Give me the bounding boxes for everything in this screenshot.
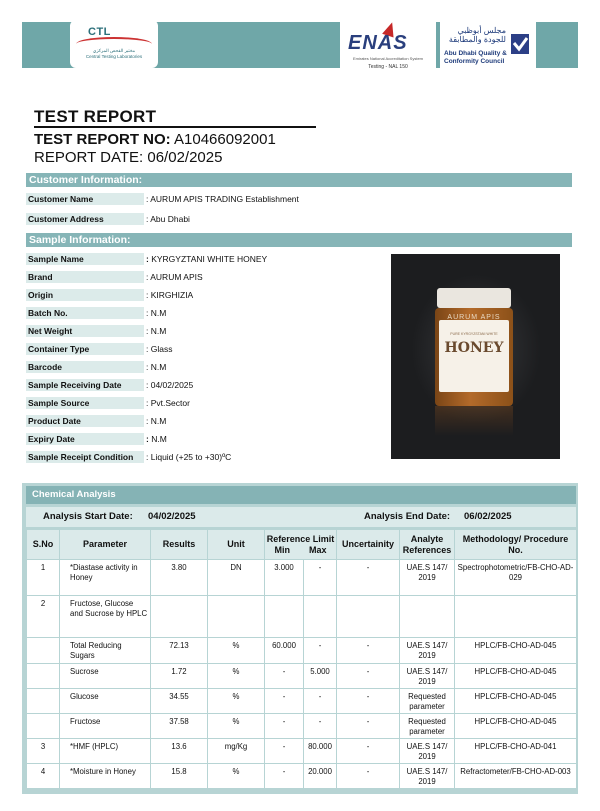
col-unit: Unit	[208, 530, 265, 560]
ctl-logo	[70, 20, 158, 68]
cell-sno	[27, 638, 60, 664]
brand-label: Brand	[26, 271, 144, 283]
report-number	[34, 131, 276, 148]
receiving-date-value: : 04/02/2025	[146, 380, 194, 390]
cell-uncertainty	[337, 596, 400, 638]
cell-unit: mg/Kg	[208, 739, 265, 764]
ctl-arabic-name: مختبر الفحص المركزي	[92, 48, 136, 53]
table-row	[27, 596, 577, 638]
cell-min: -	[265, 664, 304, 689]
cell-unit: %	[208, 638, 265, 664]
expiry-date-colon: :	[146, 434, 152, 444]
chemical-analysis-title: Chemical Analysis	[26, 486, 576, 504]
cell-sno: 2	[27, 596, 60, 638]
cell-result: 37.58	[151, 714, 208, 739]
cell-max: 20.000	[304, 764, 337, 789]
cell-method: Refractometer/FB-CHO-AD-003	[455, 764, 577, 789]
adqcc-check-icon	[510, 30, 530, 56]
ctl-english-name: Central Testing Laboratories	[85, 54, 143, 59]
jar-label	[439, 320, 509, 392]
jar-reflection	[435, 406, 513, 436]
cell-max	[304, 596, 337, 638]
ctl-logo-text	[74, 48, 154, 60]
cell-parameter: Fructose	[60, 714, 151, 739]
expiry-date-value	[146, 433, 167, 445]
cell-uncertainty: -	[337, 560, 400, 596]
cell-result: 34.55	[151, 689, 208, 714]
report-date-value: 06/02/2025	[147, 149, 223, 166]
cell-reference: UAE.S 147/ 2019	[400, 560, 455, 596]
receipt-condition-value: : Liquid (+25 to +30)ºC	[146, 452, 232, 462]
sample-name-colon: :	[146, 254, 152, 264]
cell-reference	[400, 596, 455, 638]
cell-min: 60.000	[265, 638, 304, 664]
cell-unit	[208, 596, 265, 638]
cell-reference: UAE.S 147/ 2019	[400, 664, 455, 689]
sample-name-text: KYRGYZTANI WHITE HONEY	[151, 254, 268, 264]
sample-name-label: Sample Name	[26, 253, 144, 265]
cell-sno: 4	[27, 764, 60, 789]
cell-unit: %	[208, 689, 265, 714]
cell-max: -	[304, 638, 337, 664]
analysis-start-label: Analysis Start Date:	[43, 511, 133, 522]
cell-unit: %	[208, 664, 265, 689]
col-reference-limit-label: Reference Limit	[266, 533, 335, 544]
cell-method: HPLC/FB-CHO-AD-045	[455, 714, 577, 739]
chemical-analysis-table	[26, 529, 577, 789]
cell-result: 3.80	[151, 560, 208, 596]
cell-reference: Requested parameter	[400, 689, 455, 714]
cell-unit: %	[208, 764, 265, 789]
sample-name-value	[146, 253, 267, 265]
cell-max: -	[304, 560, 337, 596]
col-methodology: Methodology/ Procedure No.	[455, 530, 577, 560]
cell-result: 72.13	[151, 638, 208, 664]
jar-brand-text: AURUM APIS	[447, 314, 501, 321]
cell-uncertainty: -	[337, 638, 400, 664]
cell-sno: 1	[27, 560, 60, 596]
jar-subtitle-text: PURE KYRGYZSTANI WHITE	[450, 332, 498, 336]
table-row	[27, 764, 577, 789]
page-title: TEST REPORT	[34, 107, 157, 126]
cell-result: 15.8	[151, 764, 208, 789]
report-number-label: TEST REPORT NO:	[34, 131, 171, 148]
cell-uncertainty: -	[337, 739, 400, 764]
analysis-dates	[26, 507, 576, 527]
cell-parameter: Sucrose	[60, 664, 151, 689]
customer-address-value: : Abu Dhabi	[146, 214, 190, 224]
net-weight-value: : N.M	[146, 326, 167, 336]
table-row	[27, 739, 577, 764]
cell-min: -	[265, 714, 304, 739]
enas-subtitle: Emirates National Accreditation System	[352, 56, 424, 61]
batch-no-label: Batch No.	[26, 307, 144, 319]
col-sno: S.No	[27, 530, 60, 560]
col-reference-limit	[265, 530, 337, 560]
cell-max: -	[304, 689, 337, 714]
cell-method: HPLC/FB-CHO-AD-045	[455, 664, 577, 689]
cell-result: 1.72	[151, 664, 208, 689]
analysis-end-label: Analysis End Date:	[364, 511, 451, 522]
cell-result: 13.6	[151, 739, 208, 764]
cell-reference: UAE.S 147/ 2019	[400, 638, 455, 664]
col-results: Results	[151, 530, 208, 560]
col-min-max	[265, 545, 336, 556]
report-date-label: REPORT DATE:	[34, 149, 144, 166]
jar-product-text: HONEY	[444, 340, 504, 356]
cell-reference: UAE.S 147/ 2019	[400, 764, 455, 789]
cell-method	[455, 596, 577, 638]
receiving-date-label: Sample Receiving Date	[26, 379, 144, 391]
cell-parameter: Fructose, Glucose and Sucrose by HPLC	[60, 596, 151, 638]
sample-source-label: Sample Source	[26, 397, 144, 409]
container-type-label: Container Type	[26, 343, 144, 355]
net-weight-label: Net Weight	[26, 325, 144, 337]
cell-method: HPLC/FB-CHO-AD-041	[455, 739, 577, 764]
cell-parameter: *HMF (HPLC)	[60, 739, 151, 764]
cell-reference: UAE.S 147/ 2019	[400, 739, 455, 764]
table-header-row	[27, 530, 577, 560]
cell-parameter: Glucose	[60, 689, 151, 714]
cell-max: 80.000	[304, 739, 337, 764]
cell-max: -	[304, 714, 337, 739]
table-row	[27, 714, 577, 739]
adqcc-english-name: Abu Dhabi Quality & Conformity Council	[444, 50, 507, 65]
product-date-value: : N.M	[146, 416, 167, 426]
cell-uncertainty: -	[337, 664, 400, 689]
col-analyte-references: Analyte References	[400, 530, 455, 560]
barcode-label: Barcode	[26, 361, 144, 373]
cell-min: -	[265, 764, 304, 789]
cell-parameter: Total Reducing Sugars	[60, 638, 151, 664]
barcode-value: : N.M	[146, 362, 167, 372]
cell-result	[151, 596, 208, 638]
expiry-date-label: Expiry Date	[26, 433, 144, 445]
expiry-date-text: N.M	[151, 434, 167, 444]
adqcc-arabic-name: مجلس أبوظبي للجودة والمطابقة	[448, 26, 506, 44]
cell-method: HPLC/FB-CHO-AD-045	[455, 689, 577, 714]
container-type-value: : Glass	[146, 344, 173, 354]
adqcc-logo	[440, 18, 536, 74]
ctl-logo-mark: CTL	[88, 26, 111, 38]
sample-source-value: : Pvt.Sector	[146, 398, 190, 408]
customer-name-label: Customer Name	[26, 193, 144, 205]
report-number-value: A10466092001	[174, 131, 276, 148]
origin-value: : KIRGHIZIA	[146, 290, 194, 300]
cell-sno	[27, 689, 60, 714]
cell-unit: DN	[208, 560, 265, 596]
col-uncertainty: Uncertainity	[337, 530, 400, 560]
table-row	[27, 560, 577, 596]
batch-no-value: : N.M	[146, 308, 167, 318]
col-max: Max	[308, 544, 327, 555]
table-body	[27, 560, 577, 789]
col-min: Min	[274, 544, 290, 555]
enas-wordmark: ENAS	[348, 32, 408, 54]
cell-method: HPLC/FB-CHO-AD-045	[455, 638, 577, 664]
cell-min: -	[265, 689, 304, 714]
enas-testing-number: Testing - NAL 150	[368, 64, 408, 70]
receipt-condition-label: Sample Receipt Condition	[26, 451, 144, 463]
cell-sno	[27, 714, 60, 739]
cell-uncertainty: -	[337, 764, 400, 789]
customer-section-header: Customer Information:	[26, 173, 572, 187]
cell-parameter: *Diastase activity in Honey	[60, 560, 151, 596]
cell-min: -	[265, 739, 304, 764]
analysis-end-date: 06/02/2025	[464, 511, 512, 522]
cell-uncertainty: -	[337, 714, 400, 739]
table-row	[27, 689, 577, 714]
brand-value: : AURUM APIS	[146, 272, 203, 282]
table-row	[27, 664, 577, 689]
table-row	[27, 638, 577, 664]
cell-sno: 3	[27, 739, 60, 764]
origin-label: Origin	[26, 289, 144, 301]
cell-method: Spectrophotometric/FB-CHO-AD-029	[455, 560, 577, 596]
enas-logo	[340, 18, 436, 74]
sample-section-header: Sample Information:	[26, 233, 572, 247]
cell-parameter: *Moisture in Honey	[60, 764, 151, 789]
product-photo	[391, 254, 560, 459]
customer-address-label: Customer Address	[26, 213, 144, 225]
cell-reference: Requested parameter	[400, 714, 455, 739]
cell-sno	[27, 664, 60, 689]
col-parameter: Parameter	[60, 530, 151, 560]
cell-unit: %	[208, 714, 265, 739]
analysis-start-date: 04/02/2025	[148, 511, 196, 522]
report-date	[34, 149, 222, 166]
cell-min: 3.000	[265, 560, 304, 596]
cell-max: 5.000	[304, 664, 337, 689]
customer-name-value: : AURUM APIS TRADING Establishment	[146, 194, 299, 204]
cell-uncertainty: -	[337, 689, 400, 714]
product-date-label: Product Date	[26, 415, 144, 427]
jar-lid	[437, 288, 511, 308]
title-underline	[34, 126, 316, 128]
cell-min	[265, 596, 304, 638]
